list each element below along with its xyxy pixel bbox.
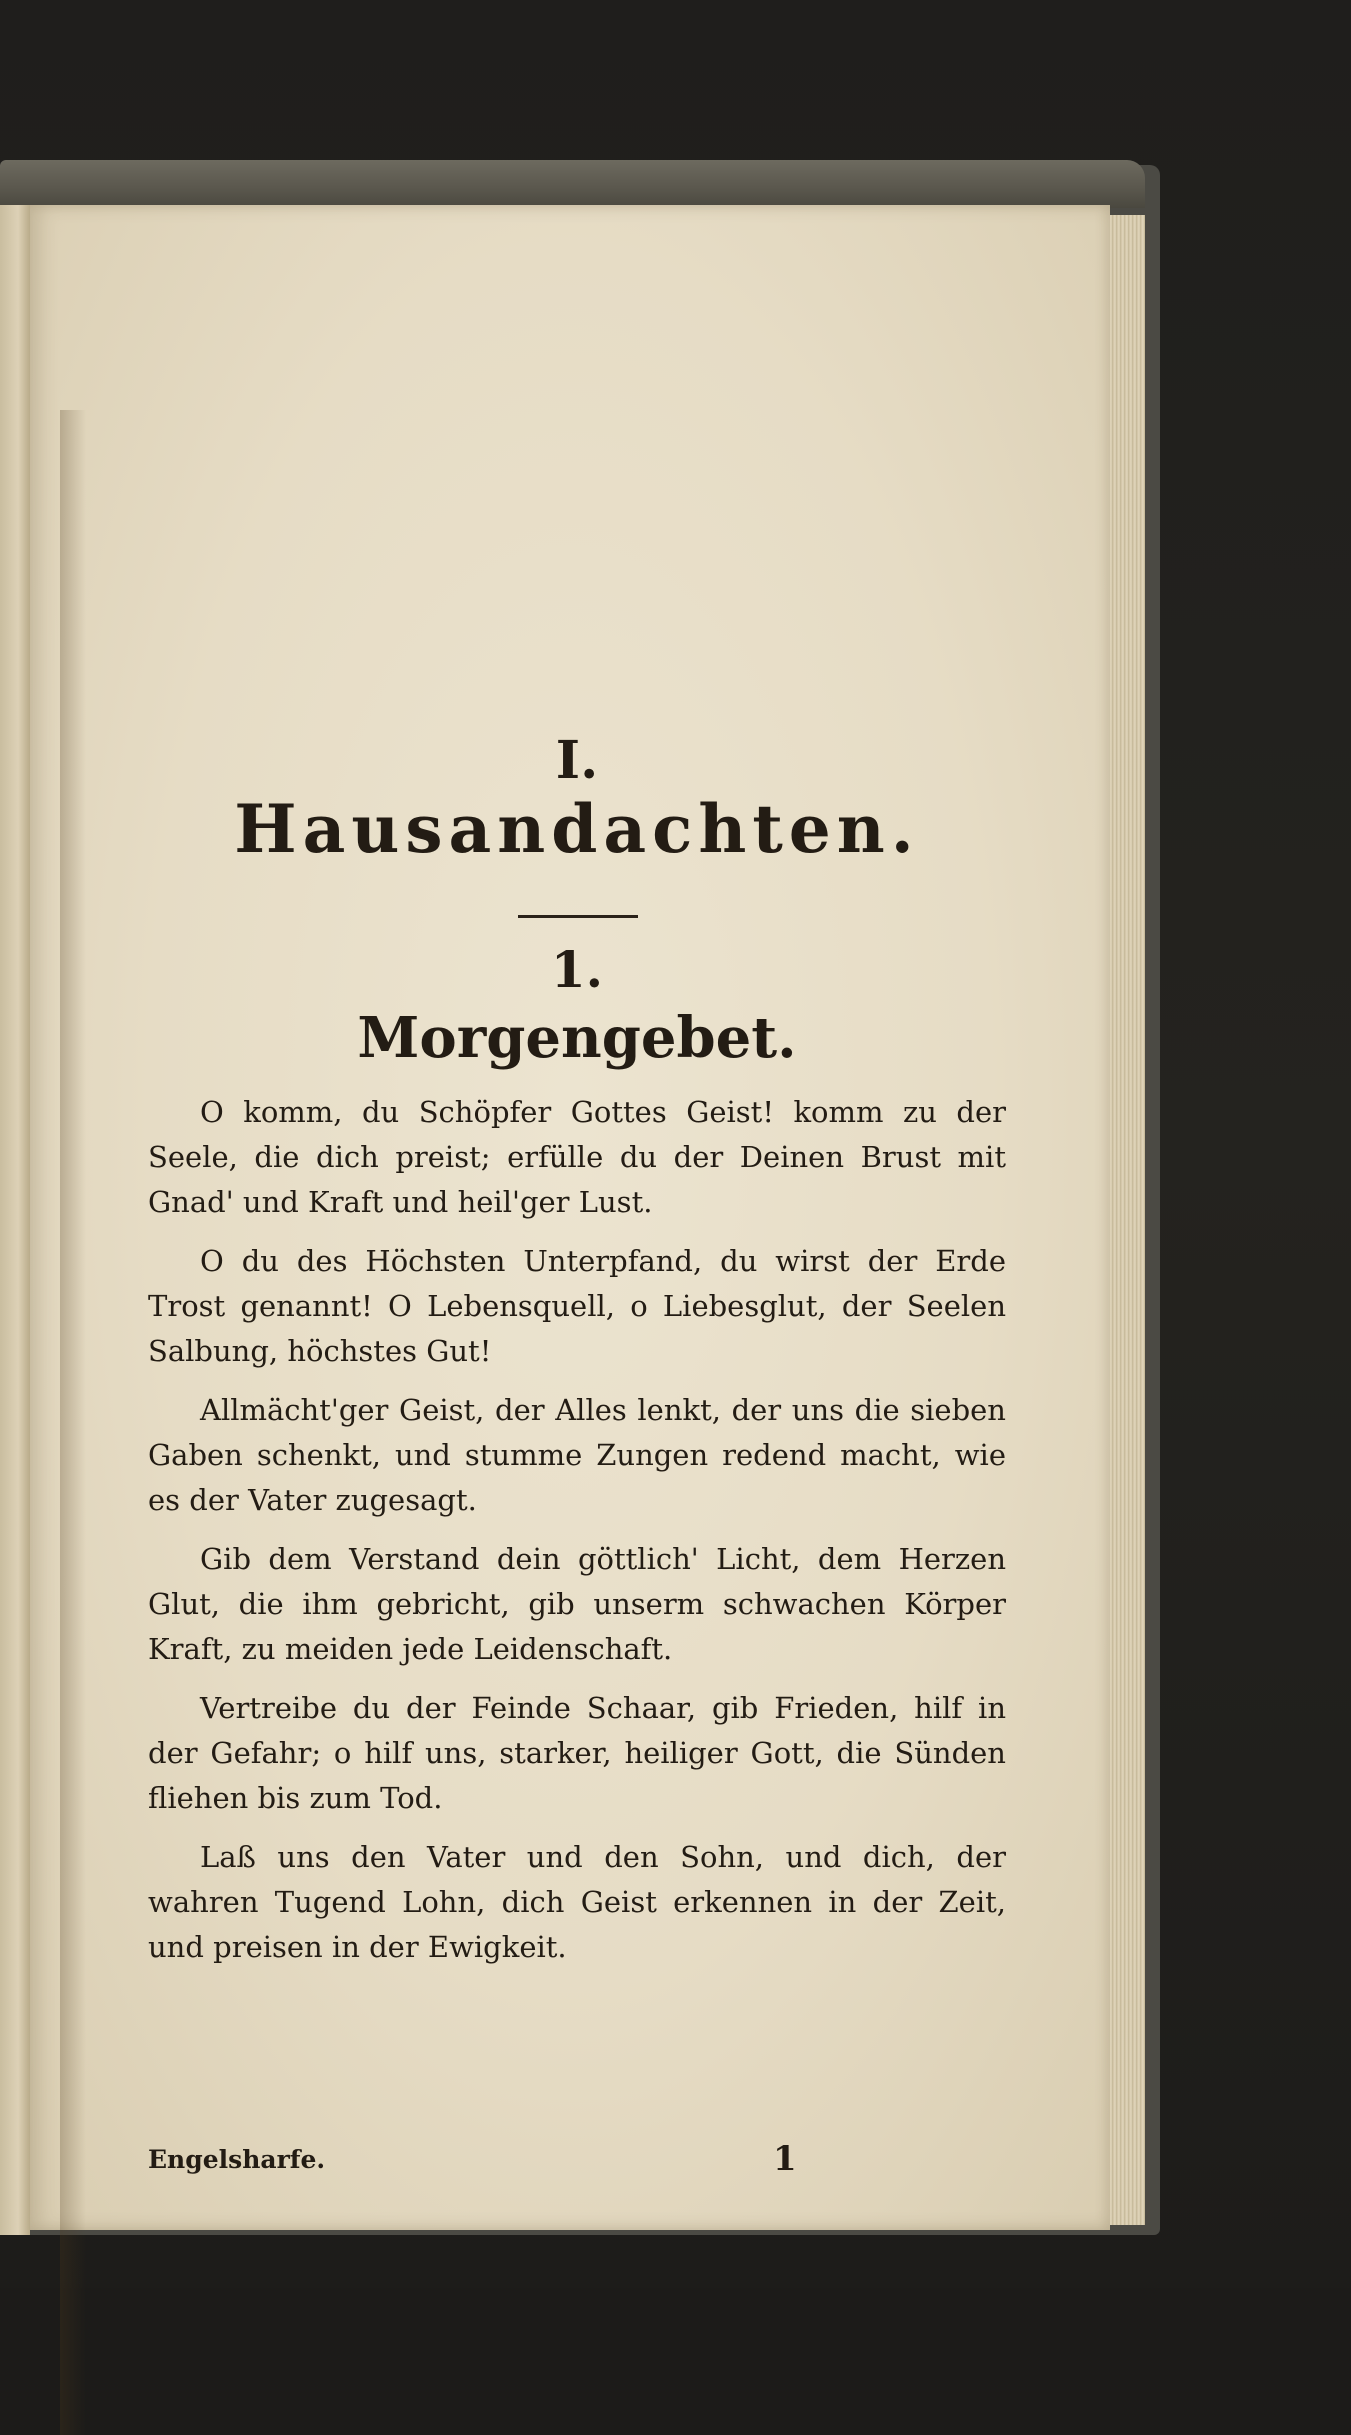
- verse-paragraph: Vertreibe du der Feinde Schaar, gib Frieden, hilf in der Gefahr; o hilf uns, starker, heiliger Gott, die Sünden fliehen bis zum Tod.: [148, 1691, 1006, 1815]
- prayer-verses: [148, 1090, 1006, 1984]
- facing-page-edge: [0, 205, 30, 2235]
- verse-paragraph: Laß uns den Vater und den Sohn, und dich, der wahren Tugend Lohn, dich Geist erkennen in der Zeit, und preisen in der Ewigkeit.: [148, 1840, 1006, 1964]
- prayer-title: Morgengebet.: [357, 1005, 797, 1071]
- book-page: [30, 205, 1110, 2230]
- gutter-shadow: [60, 410, 86, 2435]
- chapter-roman-numeral: I.: [555, 730, 599, 791]
- page-stack-edge: [1105, 215, 1145, 2225]
- verse-paragraph: O komm, du Schöpfer Gottes Geist! komm zu der Seele, die dich preist; erfülle du der Deinen Brust mit Gnad' und Kraft und heil'ger Lust.: [148, 1095, 1006, 1219]
- title-divider: [518, 915, 638, 918]
- signature-mark: Engelsharfe.: [148, 2145, 326, 2174]
- verse-paragraph: O du des Höchsten Unterpfand, du wirst der Erde Trost genannt! O Lebensquell, o Liebesglut, der Seelen Salbung, höchstes Gut!: [148, 1244, 1006, 1368]
- prayer-number: 1.: [550, 940, 604, 999]
- chapter-title: Hausandachten.: [234, 790, 920, 868]
- book-cover-top-edge: [0, 160, 1145, 208]
- page-number: 1: [773, 2139, 797, 2179]
- verse-paragraph: Allmächt'ger Geist, der Alles lenkt, der uns die sieben Gaben schenkt, und stumme Zungen redend macht, wie es der Vater zugesagt.: [148, 1393, 1006, 1517]
- page-footer: [148, 2139, 1006, 2195]
- verse-paragraph: Gib dem Verstand dein göttlich' Licht, dem Herzen Glut, die ihm gebricht, gib unserm schwachen Körper Kraft, zu meiden jede Leidenschaft.: [148, 1542, 1006, 1666]
